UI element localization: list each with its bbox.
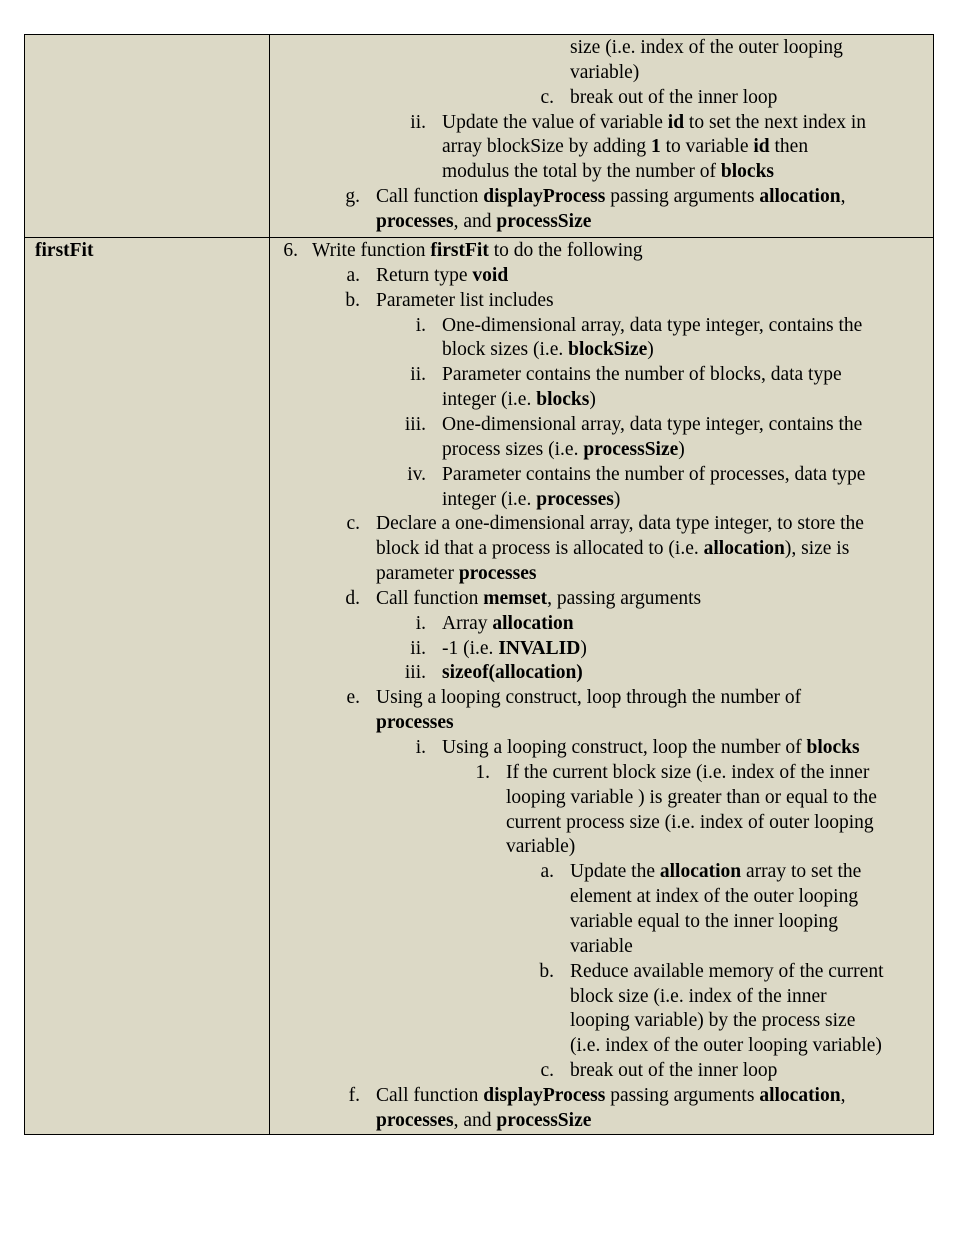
instructions-cell: [270, 238, 933, 1134]
list-item: [270, 160, 933, 185]
list-text: [376, 289, 554, 314]
list-text: [442, 111, 866, 136]
list-item: [270, 512, 933, 537]
list-item: [270, 612, 933, 637]
text-run: ): [613, 488, 621, 510]
list-text: [376, 587, 701, 612]
list-item: [270, 661, 933, 686]
list-text: [570, 1059, 777, 1084]
text-run: ,: [840, 186, 846, 208]
list-item: [270, 413, 933, 438]
list-item: [270, 135, 933, 160]
list-text: [312, 239, 643, 264]
list-text: [570, 885, 858, 910]
text-run: , and: [453, 210, 497, 232]
list-marker: ii.: [410, 111, 426, 133]
text-run: ): [678, 438, 685, 460]
list-text: [442, 363, 842, 388]
bold-term: memset: [483, 587, 548, 609]
list-text: [442, 338, 654, 363]
text-run: Parameter contains the number of blocks, data type: [442, 364, 842, 386]
text-run: Array: [442, 612, 493, 634]
list-item: [270, 835, 933, 860]
text-run: to set the next index in: [684, 111, 867, 133]
text-run: block id that a process is allocated to (i.e.: [376, 538, 704, 560]
list-marker: b.: [345, 289, 360, 311]
list-text: [442, 463, 865, 488]
list-text: [506, 786, 877, 811]
list-item: [270, 239, 933, 264]
text-run: -1 (i.e.: [442, 637, 499, 659]
text-run: size (i.e. index of the outer looping: [570, 37, 843, 58]
list-item: [270, 935, 933, 960]
text-run: variable equal to the inner looping: [570, 910, 839, 932]
list-marker: a.: [540, 861, 554, 883]
list-item: [270, 289, 933, 314]
list-text: [570, 960, 884, 985]
bold-term: sizeof(allocation): [442, 662, 583, 684]
text-run: integer (i.e.: [442, 488, 537, 510]
list-item: [270, 1084, 933, 1109]
list-marker: d.: [345, 587, 360, 609]
list-text: [376, 562, 536, 587]
list-text: [570, 985, 827, 1010]
text-run: variable: [570, 935, 633, 957]
list-item: [270, 463, 933, 488]
list-item: [270, 761, 933, 786]
function-name-cell: [25, 35, 270, 237]
list-text: [376, 537, 849, 562]
list-item: [270, 111, 933, 136]
list-text: [442, 160, 774, 185]
text-run: Declare a one-dimensional array, data type integer, to store the: [376, 513, 864, 535]
list-text: [506, 835, 575, 860]
text-run: ): [589, 389, 596, 411]
text-run: Return type: [376, 264, 473, 286]
list-marker: c.: [540, 1060, 554, 1082]
list-item: [270, 637, 933, 662]
list-item: [270, 1109, 933, 1134]
list-item: [270, 736, 933, 761]
list-text: [570, 36, 843, 61]
list-item: [270, 960, 933, 985]
text-run: Reduce available memory of the current: [570, 960, 884, 982]
text-run: array to set the: [741, 861, 862, 883]
text-run: Call function: [376, 186, 484, 208]
list-item: [270, 860, 933, 885]
text-run: Call function: [376, 1084, 484, 1106]
list-item: [270, 686, 933, 711]
list-text: [442, 637, 587, 662]
list-text: [376, 1109, 591, 1134]
text-run: , and: [453, 1109, 497, 1131]
bold-term: displayProcess: [483, 186, 606, 208]
list-item: [270, 338, 933, 363]
bold-term: displayProcess: [483, 1084, 606, 1106]
bold-term: blocks: [806, 737, 860, 758]
text-run: to variable: [660, 136, 754, 158]
list-item: [270, 264, 933, 289]
bold-term: allocation: [659, 861, 742, 883]
bold-term: processes: [376, 1109, 454, 1131]
text-run: , passing arguments: [547, 587, 702, 609]
list-item: [270, 537, 933, 562]
text-run: Update the: [570, 861, 660, 883]
list-text: [442, 612, 574, 637]
list-marker: g.: [345, 186, 360, 208]
list-marker: 1.: [475, 761, 490, 783]
text-run: Using a looping construct, loop through the number of: [376, 687, 802, 709]
text-run: array blockSize by adding: [442, 136, 652, 158]
list-item: [270, 587, 933, 612]
list-item: [270, 86, 933, 111]
list-text: [376, 686, 801, 711]
list-text: [376, 210, 591, 235]
bold-term: blocks: [720, 161, 775, 183]
list-marker: e.: [346, 687, 360, 709]
bold-term: firstFit: [430, 240, 489, 261]
text-run: Call function: [376, 587, 484, 609]
list-item: [270, 438, 933, 463]
text-run: looping variable ) is greater than or equal to the: [506, 786, 877, 808]
bold-term: 1: [651, 136, 661, 158]
list-text: [376, 711, 454, 736]
list-text: [506, 811, 874, 836]
text-run: ), size is: [784, 538, 850, 560]
text-run: One-dimensional array, data type integer, contains the: [442, 314, 863, 336]
bold-term: INVALID: [498, 637, 581, 659]
list-text: [442, 388, 596, 413]
list-marker: iii.: [404, 662, 426, 684]
bold-term: blocks: [536, 389, 590, 411]
list-item: [270, 985, 933, 1010]
text-run: One-dimensional array, data type integer, contains the: [442, 413, 863, 435]
list-item: [270, 910, 933, 935]
instructions-cell: [270, 35, 933, 237]
list-text: [442, 314, 862, 339]
list-marker: 6.: [283, 240, 298, 261]
bold-term: processes: [458, 563, 537, 585]
text-run: Using a looping construct, loop the number of: [442, 737, 807, 758]
function-name-cell: firstFit: [25, 238, 270, 1134]
text-run: passing arguments: [605, 1084, 760, 1106]
list-item: [270, 363, 933, 388]
list-text: [376, 185, 845, 210]
list-text: [376, 512, 864, 537]
bold-term: id: [667, 111, 685, 133]
list-item: [270, 1034, 933, 1059]
bold-term: blockSize: [568, 339, 648, 361]
bold-term: processes: [536, 488, 614, 510]
text-run: (i.e. index of the outer looping variable): [570, 1035, 882, 1057]
list-text: [570, 935, 633, 960]
list-item: [270, 61, 933, 86]
bold-term: id: [753, 136, 770, 158]
bold-term: processes: [376, 210, 454, 232]
list-text: [376, 264, 508, 289]
requirements-table: [24, 34, 934, 1135]
list-item: [270, 388, 933, 413]
list-item: [270, 1009, 933, 1034]
text-run: variable): [570, 61, 640, 83]
text-run: parameter: [376, 563, 459, 585]
text-run: Update the value of variable: [442, 111, 668, 133]
list-marker: iii.: [404, 413, 426, 435]
text-run: break out of the inner loop: [570, 1060, 778, 1082]
table-row-firstfit: [25, 237, 933, 1134]
text-run: variable): [506, 836, 576, 858]
list-marker: i.: [415, 737, 426, 758]
list-text: [570, 1034, 882, 1059]
list-marker: i.: [415, 314, 426, 336]
text-run: ,: [840, 1084, 846, 1106]
table-row-continuation: [25, 35, 933, 237]
list-text: [570, 1009, 855, 1034]
text-run: then: [769, 136, 809, 158]
list-item: [270, 1059, 933, 1084]
list-text: [570, 910, 838, 935]
list-item: [270, 210, 933, 235]
list-marker: b.: [539, 960, 554, 982]
list-marker: f.: [348, 1084, 360, 1106]
list-text: [442, 488, 620, 513]
text-run: element at index of the outer looping: [570, 886, 859, 908]
list-marker: ii.: [410, 364, 426, 386]
list-marker: c.: [540, 86, 554, 108]
bold-term: processSize: [496, 1109, 592, 1131]
text-run: break out of the inner loop: [570, 86, 778, 108]
list-text: [442, 413, 862, 438]
list-item: [270, 885, 933, 910]
list-text: [570, 86, 777, 111]
text-run: ): [647, 339, 654, 361]
text-run: process sizes (i.e.: [442, 438, 584, 460]
text-run: Write function: [312, 240, 431, 261]
list-item: [270, 488, 933, 513]
bold-term: allocation: [759, 1084, 841, 1106]
list-text: [376, 1084, 845, 1109]
list-item: [270, 314, 933, 339]
list-text: [442, 736, 860, 761]
text-run: integer (i.e.: [442, 389, 537, 411]
bold-term: allocation: [492, 612, 574, 634]
text-run: modulus the total by the number of: [442, 161, 721, 183]
list-text: [442, 438, 685, 463]
text-run: Parameter list includes: [376, 289, 554, 311]
list-item: [270, 711, 933, 736]
bold-term: allocation: [759, 186, 841, 208]
text-run: block size (i.e. index of the inner: [570, 985, 827, 1007]
list-item: [270, 786, 933, 811]
bold-term: void: [472, 264, 509, 286]
bold-term: processes: [376, 712, 454, 734]
text-run: current process size (i.e. index of outer looping: [506, 811, 874, 833]
list-marker: ii.: [410, 637, 426, 659]
list-text: [570, 61, 639, 86]
list-marker: iv.: [407, 463, 426, 485]
list-text: [442, 661, 583, 686]
bold-term: processSize: [583, 438, 679, 460]
text-run: block sizes (i.e.: [442, 339, 569, 361]
text-run: looping variable) by the process size: [570, 1010, 856, 1032]
bold-term: allocation: [703, 538, 785, 560]
list-marker: i.: [415, 612, 426, 634]
list-item: [270, 562, 933, 587]
list-text: [506, 761, 869, 786]
text-run: Parameter contains the number of processes, data type: [442, 463, 866, 485]
bold-term: processSize: [496, 210, 592, 232]
text-run: passing arguments: [605, 186, 760, 208]
text-run: If the current block size (i.e. index of the inner: [506, 761, 870, 783]
list-item: [270, 811, 933, 836]
list-text: [442, 135, 808, 160]
list-item: [270, 185, 933, 210]
list-marker: a.: [346, 264, 360, 286]
text-run: to do the following: [488, 240, 643, 261]
list-item: [270, 36, 933, 61]
list-marker: c.: [346, 513, 360, 535]
list-text: [570, 860, 861, 885]
text-run: ): [580, 637, 587, 659]
